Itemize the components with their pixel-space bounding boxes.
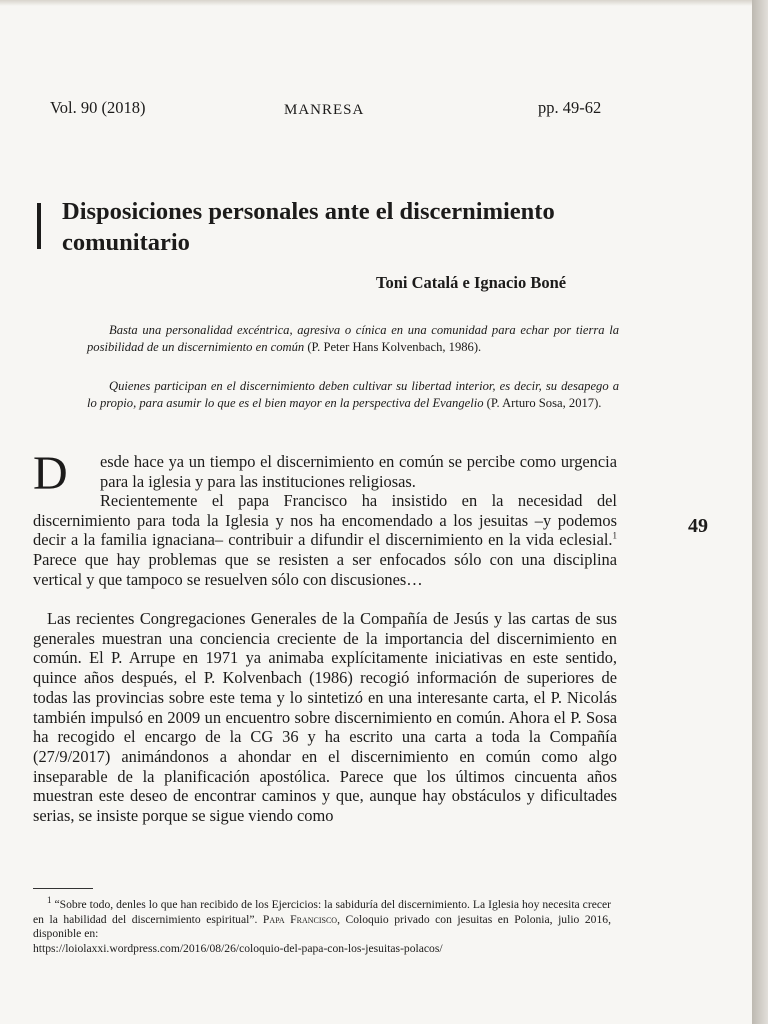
footnote-text-a: “Sobre todo, denles lo que han recibido de los Ejercicios: la sabiduría del discernimiento. La Iglesia hoy necesita crecer en la habilidad del discernimiento espiritual”.: [33, 898, 611, 926]
page-number: 49: [688, 515, 708, 537]
epigraph-1: [87, 322, 619, 357]
body-paragraph-3: Las recientes Congregaciones Generales de la Compañía de Jesús y las cartas de sus generales muestran una conciencia creciente de la importancia del discernimiento en común. El P. Arrupe en 1971 ya animaba explícitamente iniciativas en este sentido, quince años después, el P. Kolvenbach (1986) recogió información de superiores de todas las provincias sobre este tema y lo sintetizó en una interesante carta, el P. Nicolás también impulsó en 2009 un encuentro sobre discernimiento en común. Ahora el P. Sosa ha recogido el encargo de la CG 36 y ha escrito una carta a toda la Compañía (27/9/2017) animándonos a ahondar en el discernimiento en común como algo inseparable de la planificación apostólica. Parece que los últimos cincuenta años muestran este deseo de encontrar caminos y que, aunque hay obstáculos y dificultades serias, se insiste porque se sigue viendo como: [33, 609, 617, 826]
body-paragraph-2-text-a: Recientemente el papa Francisco ha insistido en la necesidad del discernimiento para toda la Iglesia y nos ha encomendado a los jesuitas –y podemos decir a la familia ignaciana– contribuir a difundir el discernimiento en la vida eclesial.: [33, 491, 617, 550]
footnote-url[interactable]: https://loiolaxxi.wordpress.com/2016/08/26/coloquio-del-papa-con-los-jesuitas-polacos/: [33, 941, 443, 955]
page-top-edge: [0, 0, 752, 6]
article-authors: Toni Catalá e Ignacio Boné: [376, 273, 567, 292]
footnote-text-b: , Coloquio privado con jesuitas en Polonia, julio 2016, disponible en:: [33, 912, 611, 941]
footnote-divider: [33, 888, 93, 889]
volume-label: Vol. 90 (2018): [50, 98, 146, 117]
footnote-author: Papa Francisco: [262, 912, 338, 926]
article-title: Disposiciones personales ante el discernimiento comunitario: [62, 198, 555, 256]
body-paragraph-1-text: esde hace ya un tiempo el discernimiento en común se percibe como urgencia para la iglesia y para las instituciones religiosas.: [100, 452, 617, 491]
body-paragraph-1: [33, 447, 617, 500]
body-paragraph-2: [33, 491, 617, 590]
epigraph-2: [87, 378, 619, 413]
adjacent-page-edge: [752, 0, 768, 1024]
title-marker-bar: [37, 203, 41, 249]
epigraph-2-source: (P. Arturo Sosa, 2017).: [483, 396, 602, 411]
footnote-1: [33, 895, 611, 956]
body-paragraph-2-text-b: Parece que hay problemas que se resisten a ser enfocados sólo con una disciplina vertical y que tampoco se resuelven sólo con discusiones…: [33, 550, 617, 589]
epigraph-2-quote: Quienes participan en el discernimiento deben cultivar su libertad interior, es decir, su desapego a lo propio, para asumir lo que es el bien mayor en la perspectiva del Evangelio: [87, 379, 619, 411]
footnote-marker: 1: [47, 895, 52, 906]
page-range: pp. 49-62: [538, 98, 602, 117]
drop-cap: D: [33, 447, 68, 500]
footnote-reference[interactable]: 1: [612, 530, 617, 541]
journal-name: MANRESA: [284, 102, 365, 118]
epigraph-1-source: (P. Peter Hans Kolvenbach, 1986).: [304, 340, 482, 355]
epigraph-1-quote: Basta una personalidad excéntrica, agresiva o cínica en una comunidad para echar por tierra la posibilidad de un discernimiento en común: [87, 323, 619, 355]
